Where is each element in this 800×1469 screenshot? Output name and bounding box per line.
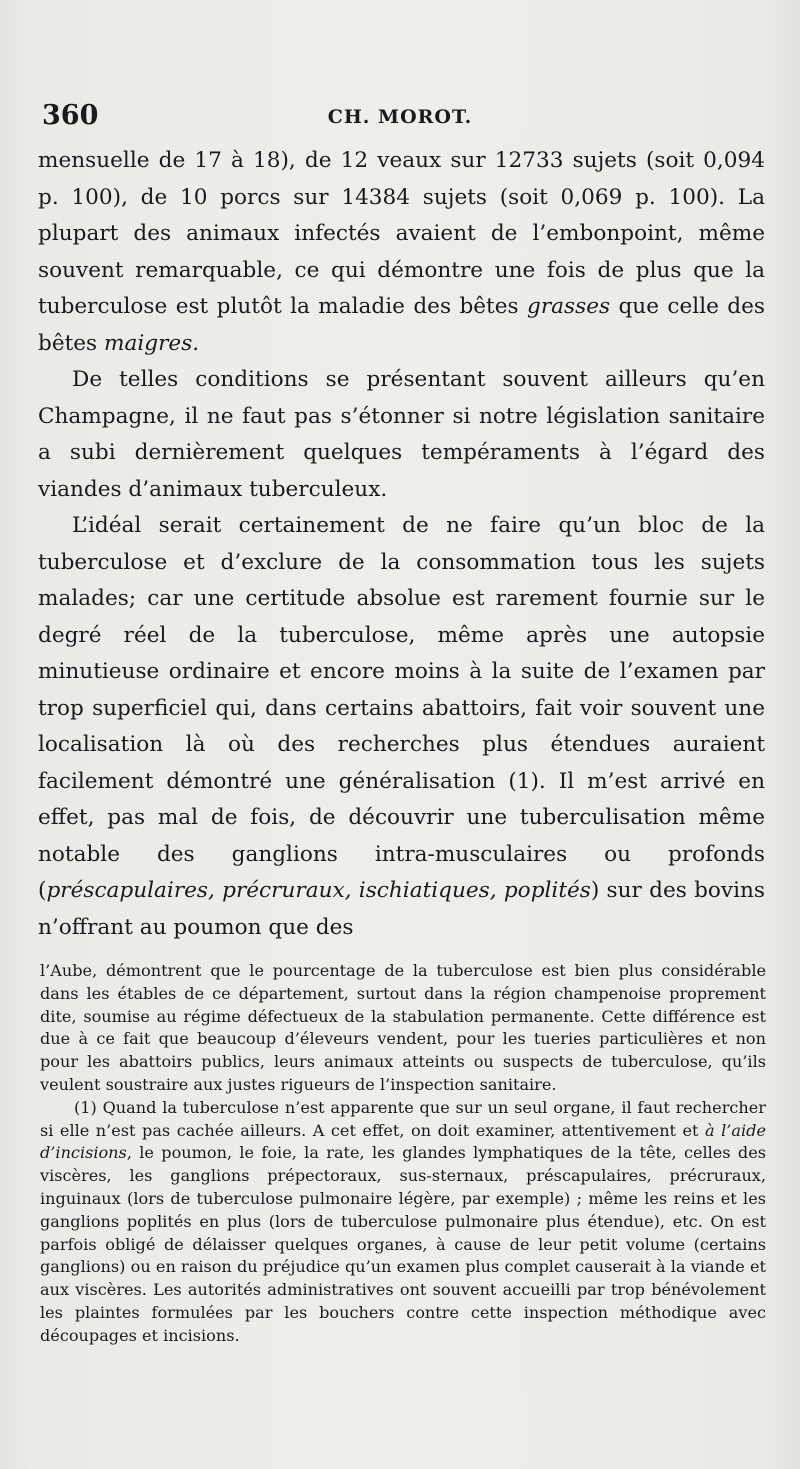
text-run: que celle des bêtes bbox=[38, 294, 765, 356]
text-run: , le poumon, le foie, la rate, les glandes lymphatiques de la tête, celles des viscères, les ganglions prépectoraux, sus-sternaux, préscapulaires, précruraux, inguinaux (lors de tuberculose pulmonaire légère, par exemple) ; même les reins et les ganglions poplités en plus (lors de tuberculose pulmonaire plus étendue), etc. On est parfois obligé de délaisser quelques organes, à cause de leur petit volume (certains ganglions) ou en raison du préjudice qu’un examen plus complet causerait à la viande et aux viscères. Les autorités administratives ont souvent accueilli par trop bénévolement les plaintes formulées par les bouchers contre cette inspection méthodique avec découpages et incisions. bbox=[40, 1143, 766, 1345]
italic-run: préscapulaires, précruraux, ischiatiques, poplités bbox=[46, 878, 591, 903]
italic-run: à l’aide d’incisions bbox=[40, 1120, 766, 1163]
italic-run: grasses bbox=[527, 294, 611, 319]
text-run: L’idéal serait certainement de ne faire qu’un bloc de la tuberculose et d’exclure de la consommation tous les sujets malades; car une certitude absolue est rarement fournie sur le degré réel de la tuberculose, même après une autopsie minutieuse ordinaire et encore moins à la suite de l’examen par trop superficiel qui, dans certains abattoirs, fait voir souvent une localisation là où des recherches plus étendues auraient facilement démontré une généralisation (1). Il m’est arrivé en effet, pas mal de fois, de découvrir une tuberculisation même notable des ganglions intra-musculaires ou profonds ( bbox=[38, 513, 765, 903]
footnote-1 bbox=[40, 1097, 766, 1348]
text-run: (1) Quand la tuberculose n’est apparente que sur un seul organe, il faut rechercher si elle n’est pas cachée ailleurs. A cet effet, on doit examiner, attentivement et bbox=[40, 1097, 766, 1140]
running-head: CH. MOROT. bbox=[327, 106, 473, 128]
text-run: ) sur des bovins n’offrant au poumon que des bbox=[38, 878, 765, 940]
paragraph bbox=[38, 508, 765, 946]
text-run: mensuelle de 17 à 18), de 12 veaux sur 12733 sujets (soit 0,094 p. 100), de 10 porcs sur 14384 sujets (soit 0,069 p. 100). La plupart des animaux infectés avaient de l’embonpoint, même souvent remarquable, ce qui démontre une fois de plus que la tuberculose est plutôt la maladie des bêtes bbox=[38, 148, 765, 319]
footnotes bbox=[40, 960, 766, 1348]
italic-run: maigres. bbox=[104, 330, 200, 356]
main-text bbox=[38, 143, 765, 946]
footnote-continued: l’Aube, démontrent que le pourcentage de la tuberculose est bien plus considérable dans les étables de ce département, surtout dans la région champenoise proprement dite, soumise au régime défectueux de la stabulation permanente. Cette différence est due à ce fait que beaucoup d’éleveurs vendent, pour les tueries particulières et non pour les abattoirs publics, leurs animaux atteints ou suspects de tuberculose, qu’ils veulent soustraire aux justes rigueurs de l’inspection sanitaire. bbox=[40, 961, 766, 1094]
paragraph: De telles conditions se présentant souvent ailleurs qu’en Champagne, il ne faut pas s’étonner si notre législation sanitaire a subi dernièrement quelques tempéraments à l’égard des viandes d’animaux tuberculeux. bbox=[38, 367, 765, 502]
page-header bbox=[40, 100, 760, 140]
page-number: 360 bbox=[42, 100, 99, 131]
paragraph-continued bbox=[38, 143, 765, 362]
